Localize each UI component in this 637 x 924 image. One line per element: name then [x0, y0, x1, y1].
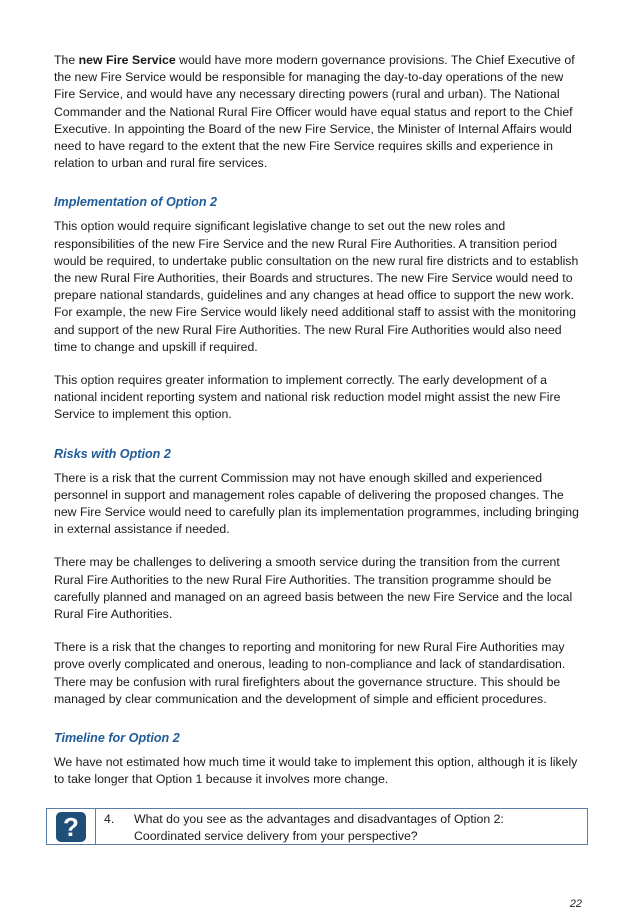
question-number: 4. — [104, 812, 115, 826]
timeline-paragraph-1: We have not estimated how much time it would take to implement this option, although it is likely to take longer that Option 1 because it involves more change. — [54, 755, 578, 787]
question-text — [132, 809, 504, 844]
implementation-heading: Implementation of Option 2 — [54, 195, 218, 210]
timeline-heading: Timeline for Option 2 — [54, 731, 180, 746]
consultation-question-box — [46, 808, 588, 845]
risks-paragraph-1: There is a risk that the current Commission may not have enough skilled and experienced personnel in support and management roles capable of delivering the proposed changes. The new Fire Service would need to carefully plan its implementation programmes, including bringing in external assistance if needed. — [54, 470, 579, 537]
intro-paragraph — [54, 52, 586, 172]
svg-text:?: ? — [63, 813, 79, 840]
risks-paragraph-2: There may be challenges to delivering a smooth service during the transition from the current Rural Fire Authorities to the new Rural Fire Authorities. The transition programme should be carefully planned and managed on an agreed basis between the new Fire Service and the local Rural Fire Authorities. — [54, 555, 573, 622]
intro-prefix: The — [54, 53, 79, 67]
question-icon-cell — [47, 809, 96, 844]
page-number: 22 — [569, 898, 582, 910]
page-content — [54, 52, 586, 805]
implementation-paragraph-1: This option would require significant legislative change to set out the new roles and responsibilities of the new Fire Service and the new Rural Fire Authorities. A transition period would be required, to undertake public consultation on the new rural fire districts and to establish the new Rural Fire Authorities, their Boards and structures. The new Fire Service would need to prepare national standards, guidelines and any changes at head office to support the new work. For example, the new Fire Service would likely need additional staff to assist with the monitoring and support of the new Rural Fire Authorities. The new Rural Fire Authorities would also need time to change and upskill if required. — [54, 219, 579, 354]
question-line-2: Coordinated service delivery from your perspective? — [134, 828, 418, 843]
implementation-paragraph-2: This option requires greater information to implement correctly. The early development of a national incident reporting system and national risk reduction model might assist the new Fire Service to implement this option. — [54, 373, 561, 422]
question-mark-icon — [56, 812, 86, 842]
intro-bold-term: new Fire Service — [78, 53, 176, 67]
intro-rest: would have more modern governance provisions. The Chief Executive of the new Fire Service would be responsible for managing the day-to-day operations of the new Fire Service, and would have any necessary directing powers (rural and urban). The National Commander and the National Rural Fire Officer would have equal status and report to the Chief Executive. In appointing the Board of the new Fire Service, the Minister of Internal Affairs would need to have regard to the extent that the new Fire Service requires skills and experience in relation to urban and rural fire services. — [54, 53, 575, 171]
question-line-1: What do you see as the advantages and disadvantages of Option 2: — [134, 812, 504, 826]
risks-paragraph-3: There is a risk that the changes to reporting and monitoring for new Rural Fire Authorities may prove overly complicated and onerous, leading to non-compliance and lack of standardisation. There may be confusion with rural firefighters about the governance structure. This should be managed by clear communication and the development of simple and efficient procedures. — [54, 640, 566, 706]
risks-heading: Risks with Option 2 — [54, 446, 171, 461]
question-mark-glyph — [60, 814, 82, 840]
